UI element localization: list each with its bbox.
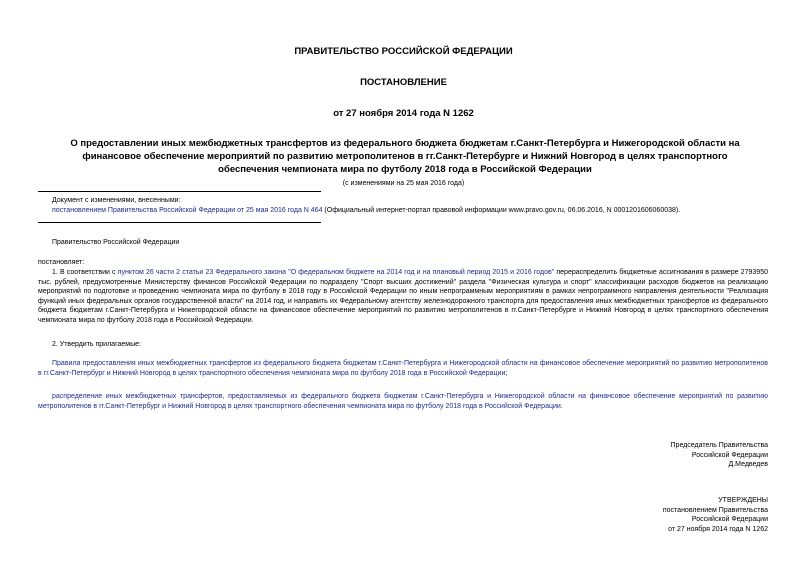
government-heading: ПРАВИТЕЛЬСТВО РОССИЙСКОЙ ФЕДЕРАЦИИ	[294, 46, 513, 57]
amendment-link[interactable]: постановлением Правительства Российской Федерации от 25 мая 2016 года N 464	[52, 206, 323, 214]
approved-line-3: от 27 ноября 2014 года N 1262	[668, 525, 768, 533]
document-title: О предоставлении иных межбюджетных трансфертов из федерального бюджета бюджетам г.Санкт-Петербурга и Нижегородской области на финансовое обеспечение мероприятий по развитию метрополитенов в гг.Санкт-Петербурге и Нижний Новгород в целях транспортного обеспечения чемпионата мира по футболу 2018 года в Российской Федерации	[70, 138, 740, 175]
approved-title: УТВЕРЖДЕНЫ	[718, 497, 768, 504]
changes-box-text	[52, 206, 772, 216]
distribution-link[interactable]: распределение иных межбюджетных трансфертов, предоставляемых из федерального бюджета бюджетам г.Санкт-Петербурга и Нижегородской области на финансовое обеспечение мероприятий по развитию метрополитенов в гг.Санкт-Петербург и Нижний Новгород в целях транспортного обеспечения чемпионата мира по футболу 2018 года в Российской Федерации.	[38, 393, 768, 410]
paragraph-1-start: 1. В соответствии с	[52, 269, 118, 276]
rules-link[interactable]: Правила предоставления иных межбюджетных трансфертов из федерального бюджета бюджетам г.Санкт-Петербурга и Нижегородской области на финансовое обеспечение мероприятий по развитию метрополитенов в гг.Санкт-Петербург и Нижний Новгород в целях транспортного обеспечения чемпионата мира по футболу 2018 года в Российской Федерации;	[38, 360, 768, 377]
changes-box	[52, 196, 772, 215]
signature-block	[500, 441, 768, 470]
approved-block	[500, 496, 768, 534]
government-label: Правительство Российской Федерации	[52, 239, 180, 246]
paragraph-1	[38, 268, 768, 325]
amendment-note: (с изменениями на 25 мая 2016 года)	[342, 180, 465, 187]
resolves-label: постановляет:	[38, 259, 85, 266]
amendment-source: (Официальный интернет-портал правовой информации www.pravo.gov.ru, 06.06.2016, N 0001201606060038).	[322, 206, 681, 214]
signature-name: Д.Медведев	[728, 461, 768, 468]
paragraph-2: 2. Утвердить прилагаемые:	[52, 341, 141, 348]
approved-line-1: постановлением Правительства	[662, 506, 768, 514]
approved-line-2: Российской Федерации	[691, 516, 768, 523]
changes-box-label: Документ с изменениями, внесенными:	[52, 197, 181, 204]
signature-country: Российской Федерации	[691, 451, 768, 459]
doc-type-heading: ПОСТАНОВЛЕНИЕ	[360, 77, 447, 88]
paragraph-1-rest: перераспределить бюджетные ассигнования в размере 2793950 тыс. рублей, предусмотренные Министерству финансов Российской Федерации по подразделу "Спорт высших достижений" раздела "Физическая культура и спорт" классификации расходов бюджетов на реализацию мероприятий по подготовке и проведению чемпионата мира по футболу в 2018 году в Российской Федерации по иным непрограммным мероприятиям в рамках непрограммного направления деятельности "Реализация функций иных федеральных органов государственной власти" на 2014 год, и направить их Федеральному агентству железнодорожного транспорта для предоставления иных межбюджетных трансфертов из федерального бюджета бюджетам г.Санкт-Петербурга и Нижегородской области на финансовое обеспечение мероприятий по развитию метрополитенов в гг.Санкт-Петербурге и Нижний Новгород в целях транспортного обеспечения чемпионата мира по футболу 2018 года в Российской Федерации.	[38, 269, 768, 324]
signature-position: Председатель Правительства	[670, 442, 768, 449]
federal-law-link[interactable]: пунктом 26 части 2 статьи 23 Федерального закона "О федеральном бюджете на 2014 год и на плановый период 2015 и 2016 годов"	[117, 269, 555, 276]
date-number-heading: от 27 ноября 2014 года N 1262	[333, 108, 474, 119]
changes-box-bottom-rule	[38, 222, 321, 223]
changes-box-top-rule	[38, 191, 321, 192]
